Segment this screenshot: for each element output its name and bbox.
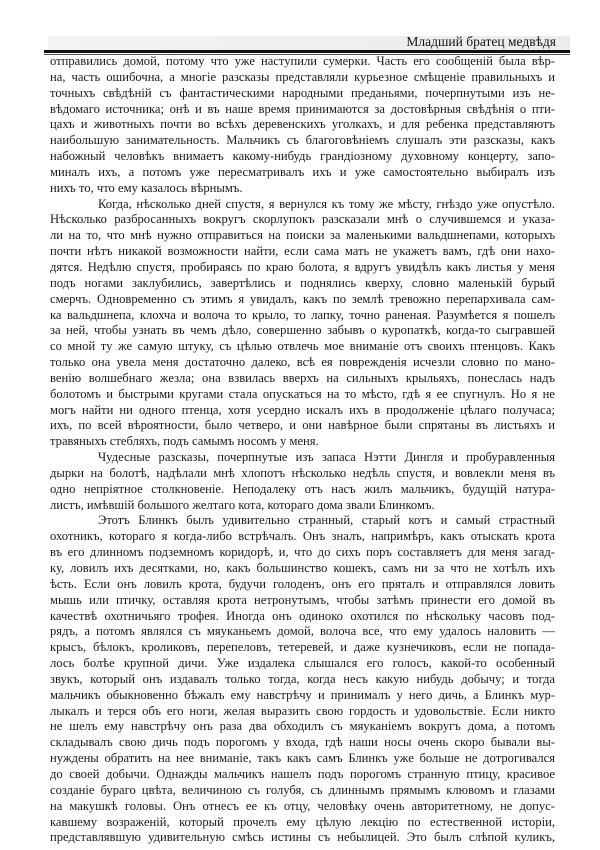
text-line: на, часть ошибочна, а многiе разсказы представляли курьезное смѣщенiе правильныхъ и — [50, 69, 555, 84]
text-line: ихъ, по всей вѣроятности, было четверо, и они навѣрное были спрятаны въ листьяхъ и — [50, 418, 555, 433]
paragraph — [50, 54, 555, 197]
text-line: подъ ногами заклубились, завертѣлись и поднялись кверху, словно маленькiй бурый — [50, 275, 555, 290]
paragraph — [50, 197, 555, 451]
text-line: ѣсть. Если онъ ловилъ крота, будучи голоденъ, онъ его пряталъ и отправлялся ловить — [50, 576, 555, 591]
text-line: до своей добычи. Однажды мальчикъ нашелъ подъ порогомъ странную птицу, красивое — [50, 766, 555, 781]
text-line: кавшему возраженiй, который прочелъ ему цѣлую лекцiю по естественной исторiи, — [50, 814, 555, 829]
text-line: не шелъ ему навстрѣчу онъ раза два обходилъ съ мяуканiемъ вокругъ дома, а потомъ — [50, 719, 555, 734]
text-line: ли на то, что мнѣ нужно отправиться на поиски за маленькими вальдшнепами, которыхъ — [50, 228, 555, 243]
header-rule-thick — [44, 50, 570, 53]
paragraph — [50, 450, 555, 513]
text-line: Чудесные разсказы, почерпнутые изъ запаса Нэтти Дингля и пробуравленныя — [98, 450, 555, 465]
text-line: листъ, имѣвшiй большого желтаго кота, котораго дома звали Блинкомъ. — [50, 497, 435, 512]
text-line: нихъ то, что ему казалось вѣрнымъ. — [50, 180, 243, 195]
running-head-title: Младший братец медвѣдя — [406, 34, 556, 49]
text-line: ку, ловилъ ихъ десятками, но, какъ большинство кошекъ, самъ ни за что не хотѣлъ ихъ — [50, 561, 555, 575]
text-line: набожный человѣкъ внимаетъ какому-нибудь грандiозному духовному концерту, запо- — [50, 149, 555, 164]
text-line: миналъ ихъ, а потомъ уже пересматривалъ ихъ и уже самостоятельно выбиралъ изъ — [50, 164, 555, 179]
text-line: Этотъ Блинкъ былъ удивительно странный, старый котъ и самый страстный — [98, 513, 555, 528]
text-line: представлявшую удивительную смѣсь истины съ небылицей. Это былъ слѣпой куликъ, — [50, 830, 555, 845]
text-line: цахъ и животныхъ почти во всѣхъ деревенскихъ уголкахъ, и для ребенка представляютъ — [50, 117, 555, 132]
text-line: ка вальдшнепа, клохча и волоча то крыло, то лапку, точно раненая. Разумѣется я пошелъ — [50, 307, 555, 322]
text-line: охотникъ, котораго я когда-либо встрѣчалъ. Онъ зналъ, напримѣръ, какъ отыскать крота — [50, 529, 555, 544]
text-line: лось болѣе крупной дичи. Уже издалека слышался его голосъ, какой-то особенный — [50, 656, 555, 671]
text-line: смерчъ. Одновременно съ этимъ я увидалъ, какъ по землѣ тревожно перепархивала сам- — [50, 291, 555, 306]
text-line: мальчикъ обыкновенно бѣжалъ ему навстрѣчу и принималъ у него дичь, а Блинкъ мур- — [50, 687, 555, 702]
text-line: качествѣ охотничьяго трофея. Иногда онъ одиноко охотился по нѣскольку часовъ под- — [50, 608, 555, 623]
text-line: венiю волшебнаго жезла; она взвилась вверхъ на сильныхъ крыльяхъ, понеслась надъ — [50, 370, 555, 385]
text-line: въ его длинномъ подземномъ коридорѣ, и, что до сихъ поръ составляетъ для меня загад- — [50, 545, 555, 560]
text-line: со мной ту же самую штуку, съ цѣлью отвлечь мое вниманiе отъ своихъ птенцовъ. Какъ — [50, 339, 555, 354]
text-line: звукъ, который онъ издавалъ только тогда, когда несъ какую нибудь добычу; и тогда — [50, 671, 555, 686]
text-line: рядъ, а потомъ являлся съ мяуканьемъ домой, волоча все, что ему удалось наловить — — [50, 624, 555, 639]
text-line: Нѣсколько разбросанныхъ вокругъ скорлупокъ разсказали мнѣ о случившемся и указа- — [50, 212, 555, 227]
text-line: травяныхъ стебляхъ, подъ самымъ носомъ у меня. — [50, 434, 319, 449]
text-line: могъ найти ни одного птенца, хотя усердно искалъ ихъ в продолженiе цѣлаго получаса; — [50, 402, 555, 417]
text-line: лыкалъ и терся объ его ноги, желая выразить свою гордость и удовольствiе. Если никто — [50, 703, 555, 718]
body-text — [50, 54, 555, 846]
text-line: за ней, чтобы узнать въ чемъ дѣло, совершенно забывъ о куропаткѣ, когда-то сыгравшей — [50, 323, 555, 338]
text-line: только она увела меня достаточно далеко, всѣ ея поврежденiя исчезли словно по мано- — [50, 355, 555, 370]
paragraph — [50, 513, 555, 846]
text-line: складывалъ свою дичь подъ порогомъ у входа, гдѣ наши носы очень скоро бывали вы- — [50, 735, 555, 750]
text-line: дятся. Недѣлю спустя, пробираясь по краю болота, я вдругъ увидѣлъ какъ листья у меня — [50, 259, 555, 274]
text-line: на макушкѣ головы. Онъ отнесъ ее къ отцу, человѣку очень авторитетному, не допус- — [50, 798, 555, 813]
text-line: вѣдомаго источника; онѣ и въ наше время принимаются за достовѣрныя свѣдѣнiя о пти- — [50, 101, 555, 116]
text-line: дырки на болотѣ, надѣлали мнѣ хлопотъ нѣсколько недѣль спустя, и вовлекли меня въ — [50, 465, 555, 480]
text-line: почти нѣтъ никакой возможности найти, если сама мать не укажетъ вамъ, гдѣ они нахо- — [50, 244, 555, 259]
text-line: отправились домой, потому что уже наступили сумерки. Часть его сообщенiй была вѣр- — [50, 54, 555, 68]
text-line: созданiе бураго цвѣта, величиною съ голубя, съ длиннымъ прямымъ клювомъ и глазами — [50, 782, 555, 797]
text-line: Когда, нѣсколько дней спустя, я вернулся къ тому же мѣсту, гнѣздо уже опустѣло. — [98, 196, 555, 211]
text-line: нуждены обратить на нее вниманiе, такъ какъ самъ Блинкъ уже больше не дотрогивался — [50, 751, 555, 766]
text-line: точныхъ свѣдѣнiй съ фантастическими народными преданьями, почерпнутыми изъ не- — [50, 85, 555, 100]
text-line: болотомъ и быстрыми кругами стала опускаться на то мѣсто, гдѣ я ее спугнулъ. Но я не — [50, 386, 555, 401]
text-line: наибольшую занимательность. Мальчикъ съ благоговѣнiемъ слушалъ эти разсказы, какъ — [50, 133, 555, 148]
text-line: одно непрiятное столкновенiе. Неподалеку отъ насъ жилъ мальчикъ, будущiй натура- — [50, 481, 555, 496]
text-line: крысъ, бѣлокъ, кроликовъ, перепеловъ, тетеревей, и даже кузнечиковъ, если не попада- — [50, 640, 555, 655]
text-line: мышь или птичку, оставляя крота нетронутымъ, чтобы затѣмъ принести его домой въ — [50, 592, 555, 607]
